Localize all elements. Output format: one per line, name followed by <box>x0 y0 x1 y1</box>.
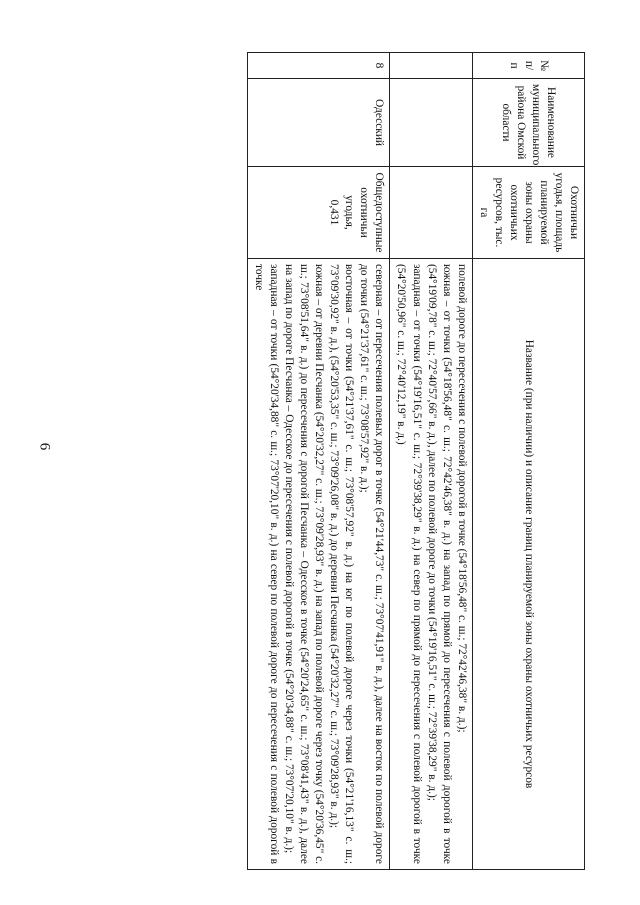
boundary-description-line: восточная – от точки (54°21'37,61" с. ш.; 73°08'57,92" в. д.) на юг по полевой дороге через точки (54°21'16,13" с. ш.; 73°09'30,92" в. д.), (54°20'53,35" с. ш.; 73°09'26,08" в. д.) до деревни Песчанка (54°20'32,27" с. ш.; 73°09'28,93" в. д.); <box>328 264 356 864</box>
header-num: № п/п <box>472 53 584 79</box>
boundary-description-line: южная – от деревни Песчанка (54°20'32,27" с. ш.; 73°09'28,93" в. д.) на запад по полевой дороге через точку (54°20'36,45" с. ш.; 73°08'51,64" в. д.) до пересечения с дорогой Песчанка – Одесское в точке (54°20'24,65" с. ш.; 73°08'41,43" в. д.), далее на запад по дороге Песчанка – Одесское до пересечения с полевой дорогой в точке (54°20'34,88" с. ш.; 73°07'20,10" в. д.); <box>283 264 326 864</box>
area-line: Общедоступные охотничьи угодья, <box>343 172 386 253</box>
boundary-description-line: северная – от пересечения полевых дорог в точке (54°21'44,73" с. ш.; 73°07'41,91" в. д.), далее на восток по полевой дороге до точки (54°21'37,61" с. ш.; 73°08'57,92" в. д.); <box>358 264 386 864</box>
boundary-description-line: западная – от точки (54°19'16,51" с. ш.; 72°39'38,29" в. д.) на север по прямой до пересечения с полевой дорогой в точке (54°20'50,96" с. ш.; 72°40'12,19" в. д.) <box>395 264 423 864</box>
cell-area <box>390 167 472 259</box>
cell-description <box>248 259 390 870</box>
header-description: Название (при наличии) и описание границ планируемой зоны охраны охотничьих ресурсов <box>472 259 584 870</box>
page-number: 6 <box>36 442 53 451</box>
cell-num: 8 <box>248 53 390 79</box>
boundary-description-line: южная – от точки (54°18'56,48" с. ш.; 72°42'46,38" в. д.) на запад по прямой до пересечения с полевой дорогой в точке (54°19'09,78" с. ш.; 72°40'57,66" в. д.), далее по полевой дороге до точки (54°19'16,51" с. ш.; 72°39'38,29" в. д.); <box>425 264 453 864</box>
rotated-content <box>77 52 585 870</box>
table-row <box>248 53 390 870</box>
boundary-description-line: полевой дороге до пересечения с полевой дорогой в точке (54°18'56,48" с. ш.; 72°42'46,38" в. д.); <box>455 264 468 733</box>
hunting-zones-table <box>247 52 585 870</box>
header-area: Охотничьи угодья, площадь планируемой зоны охраны охотничьих ресурсов, тыс. га <box>472 167 584 259</box>
cell-area <box>248 167 390 259</box>
header-district: Наименование муниципального района Омской области <box>472 79 584 167</box>
table-row <box>390 53 472 870</box>
rotated-table-sheet <box>77 52 585 870</box>
area-line: 0,431 <box>328 199 341 226</box>
cell-district <box>390 79 472 167</box>
cell-num <box>390 53 472 79</box>
cell-description <box>390 259 472 870</box>
table-header-row <box>472 53 584 870</box>
cell-district: Одесский <box>248 79 390 167</box>
boundary-description-line: западная – от точки (54°20'34,88" с. ш.; 73°07'20,10" в. д.) на север по полевой дороге до пересечения с полевой дорогой в точке <box>253 264 281 864</box>
